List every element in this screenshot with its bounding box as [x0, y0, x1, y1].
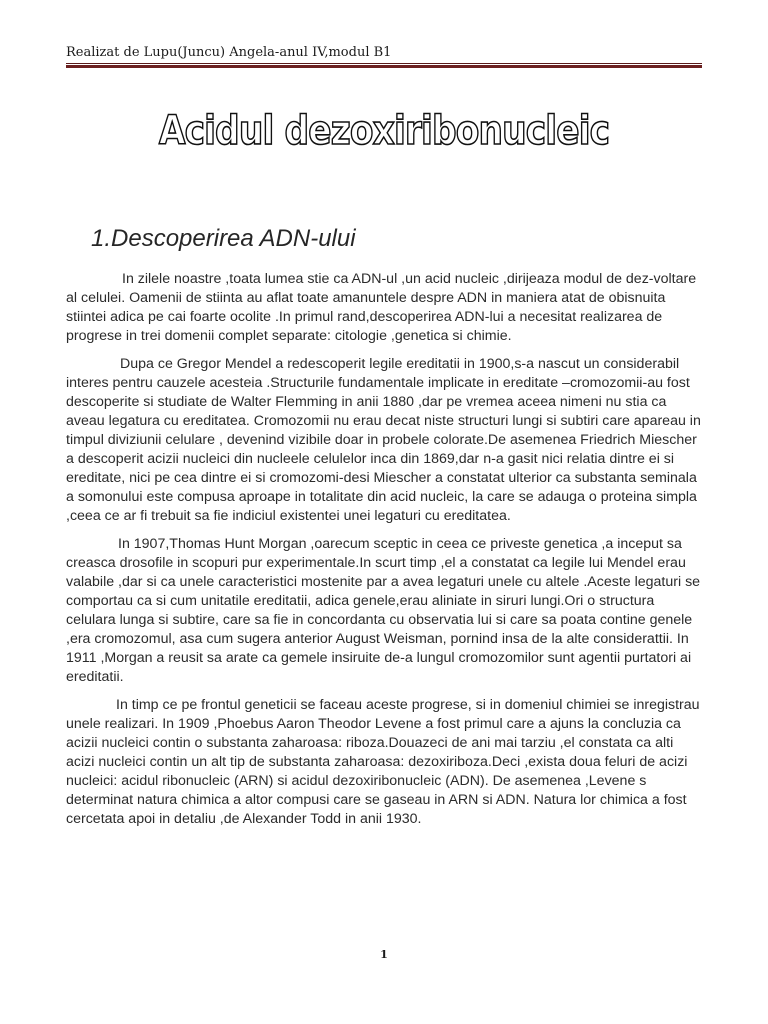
page-header: Realizat de Lupu(Juncu) Angela-anul IV,modul B1 — [66, 45, 392, 60]
body-text — [66, 270, 702, 838]
paragraph: Dupa ce Gregor Mendel a redescoperit legile ereditatii in 1900,s-a nascut un considerabil interes pentru cauzele acesteia .Structurile fundamentale implicate in ereditate –cromozomii-au fost descoperite si studiate de Walter Flemming in anii 1880 ,dar pe vremea aceea nimeni nu stia ca aveau legatura cu ereditatea. Cromozomii nu erau decat niste structuri lungi si subtiri care apareau in timpul diviziunii celulare , devenind vizibile doar in probele colorate.De asemenea Friedrich Miescher a descoperit acizii nucleici din nucleele celulelor inca din 1869,dar n-a gasit nici relatia dintre ei si ereditate, nici pe cea dintre ei si cromozomi-desi Miescher a constatat ulterior ca substanta seminala a somonului este compusa aproape in totalitate din acid nucleic, la care se adauga o proteina simpla ,ceea ce ar fi trebuit sa fie indiciul existentei unei legaturi cu ereditatea. — [66, 356, 701, 524]
header-rule-thick — [66, 65, 702, 68]
section-heading: 1.Descoperirea ADN-ului — [91, 225, 356, 252]
paragraph: In 1907,Thomas Hunt Morgan ,oarecum sceptic in ceea ce priveste genetica ,a inceput sa creasca drosofile in scopuri pur experimentale.In scurt timp ,el a constatat ca legile lui Mendel erau valabile ,dar si ca unele caracteristici mostenite par a avea legaturi unele cu altele .Aceste legaturi se comportau ca si cum unitatile ereditatii, adica genele,erau aliniate in siruri lungi.Ori o structura celulara lunga si subtire, care sa fie in concordanta cu observatia lui si care sa poata contine genele ,era cromozomul, asa cum sugera anterior August Weisman, pornind insa de la alte considerattii. In 1911 ,Morgan a reusit sa arate ca gemele insiruite de-a lungul cromozomilor sunt agentii purtatori ai ereditatii. — [66, 536, 701, 685]
page-number: 1 — [380, 948, 388, 961]
paragraph: In zilele noastre ,toata lumea stie ca ADN-ul ,un acid nucleic ,dirijeaza modul de dez-voltare al celulei. Oamenii de stiinta au aflat toate amanuntele despre ADN in maniera atat de obisnuita stiintei adica pe cai foarte ocolite .In primul rand,descoperirea ADN-lui a necesitat realizarea de progrese in trei domenii complet separate: citologie ,genetica si chimie. — [66, 271, 697, 344]
header-rule-thin — [66, 63, 702, 64]
paragraph: In timp ce pe frontul geneticii se faceau aceste progrese, si in domeniul chimiei se inregistrau unele realizari. In 1909 ,Phoebus Aaron Theodor Levene a fost primul care a ajuns la concluzia ca acizii nucleici contin o substanta zaharoasa: riboza.Douazeci de ani mai tarziu ,el constata ca alti acizi nucleici contin un alt tip de substanta zaharoasa: dezoxiriboza.Deci ,exista doua feluri de acizi nucleici: acidul ribonucleic (ARN) si acidul dezoxiribonucleic (ADN). De asemenea ,Levene s determinat natura chimica a altor compusi care se gaseau in ARN si ADN. Natura lor chimica a fost cercetata apoi in detaliu ,de Alexander Todd in anii 1930. — [66, 697, 700, 827]
document-title: Acidul dezoxiribonucleic — [158, 108, 610, 154]
